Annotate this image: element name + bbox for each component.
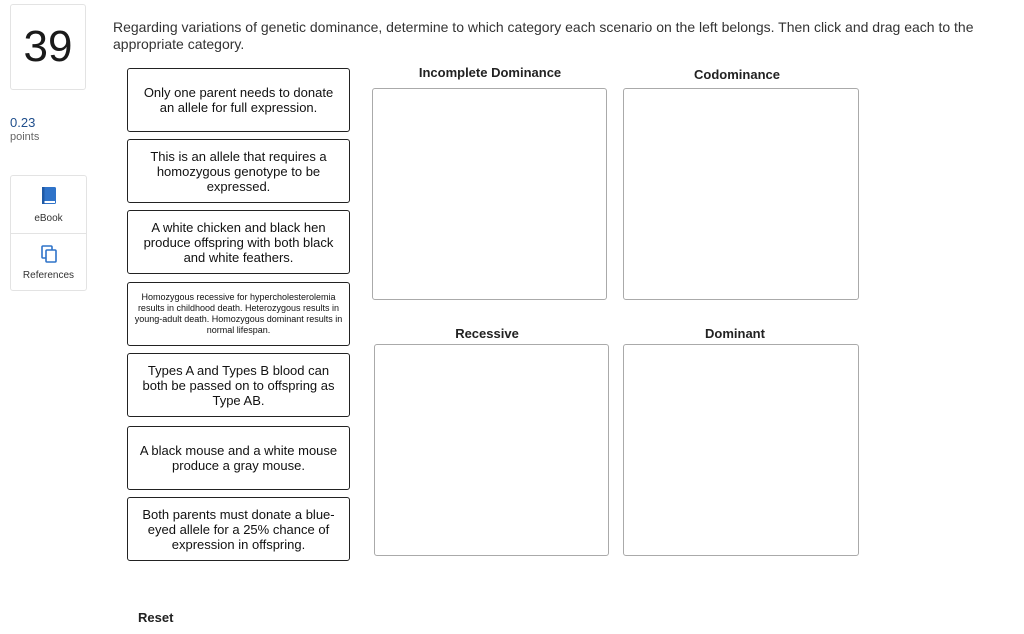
ebook-button[interactable] bbox=[11, 176, 86, 233]
scenario-card-6[interactable]: A black mouse and a white mouse produce a gray mouse. bbox=[127, 426, 350, 490]
tools-panel bbox=[10, 175, 87, 291]
scenario-card-7[interactable]: Both parents must donate a blue-eyed allele for a 25% chance of expression in offspring. bbox=[127, 497, 350, 561]
drop-zone-codominance[interactable] bbox=[623, 88, 859, 300]
references-button[interactable] bbox=[11, 233, 86, 291]
category-title-recessive: Recessive bbox=[455, 326, 519, 341]
points-value: 0.23 bbox=[10, 115, 36, 130]
references-label: References bbox=[22, 269, 75, 281]
ebook-label: eBook bbox=[34, 212, 63, 224]
scenario-card-4[interactable]: Homozygous recessive for hypercholesterolemia results in childhood death. Heterozygous results in young-adult death. Homozygous dominant results in normal lifespan. bbox=[127, 282, 350, 346]
question-number: 39 bbox=[10, 4, 86, 90]
drop-zone-dominant[interactable] bbox=[623, 344, 859, 556]
points-label: points bbox=[10, 131, 40, 143]
question-prompt: Regarding variations of genetic dominance, determine to which category each scenario on the left belongs. Then click and drag each to the appropriate category. bbox=[113, 19, 974, 52]
category-title-codominance: Codominance bbox=[694, 67, 780, 82]
drop-zone-incomplete-dominance[interactable] bbox=[372, 88, 607, 300]
scenario-card-1[interactable]: Only one parent needs to donate an allele for full expression. bbox=[127, 68, 350, 132]
scenario-card-5[interactable]: Types A and Types B blood can both be passed on to offspring as Type AB. bbox=[127, 353, 350, 417]
reset-button[interactable]: Reset bbox=[138, 610, 174, 625]
points-box bbox=[10, 115, 39, 143]
drop-zone-recessive[interactable] bbox=[374, 344, 609, 556]
copy-icon bbox=[41, 245, 57, 270]
scenario-card-3[interactable]: A white chicken and black hen produce offspring with both black and white feathers. bbox=[127, 210, 350, 274]
book-icon bbox=[41, 186, 57, 213]
scenario-card-2[interactable]: This is an allele that requires a homozygous genotype to be expressed. bbox=[127, 139, 350, 203]
category-title-incomplete-dominance: Incomplete Dominance bbox=[418, 65, 562, 80]
category-title-dominant: Dominant bbox=[705, 326, 765, 341]
